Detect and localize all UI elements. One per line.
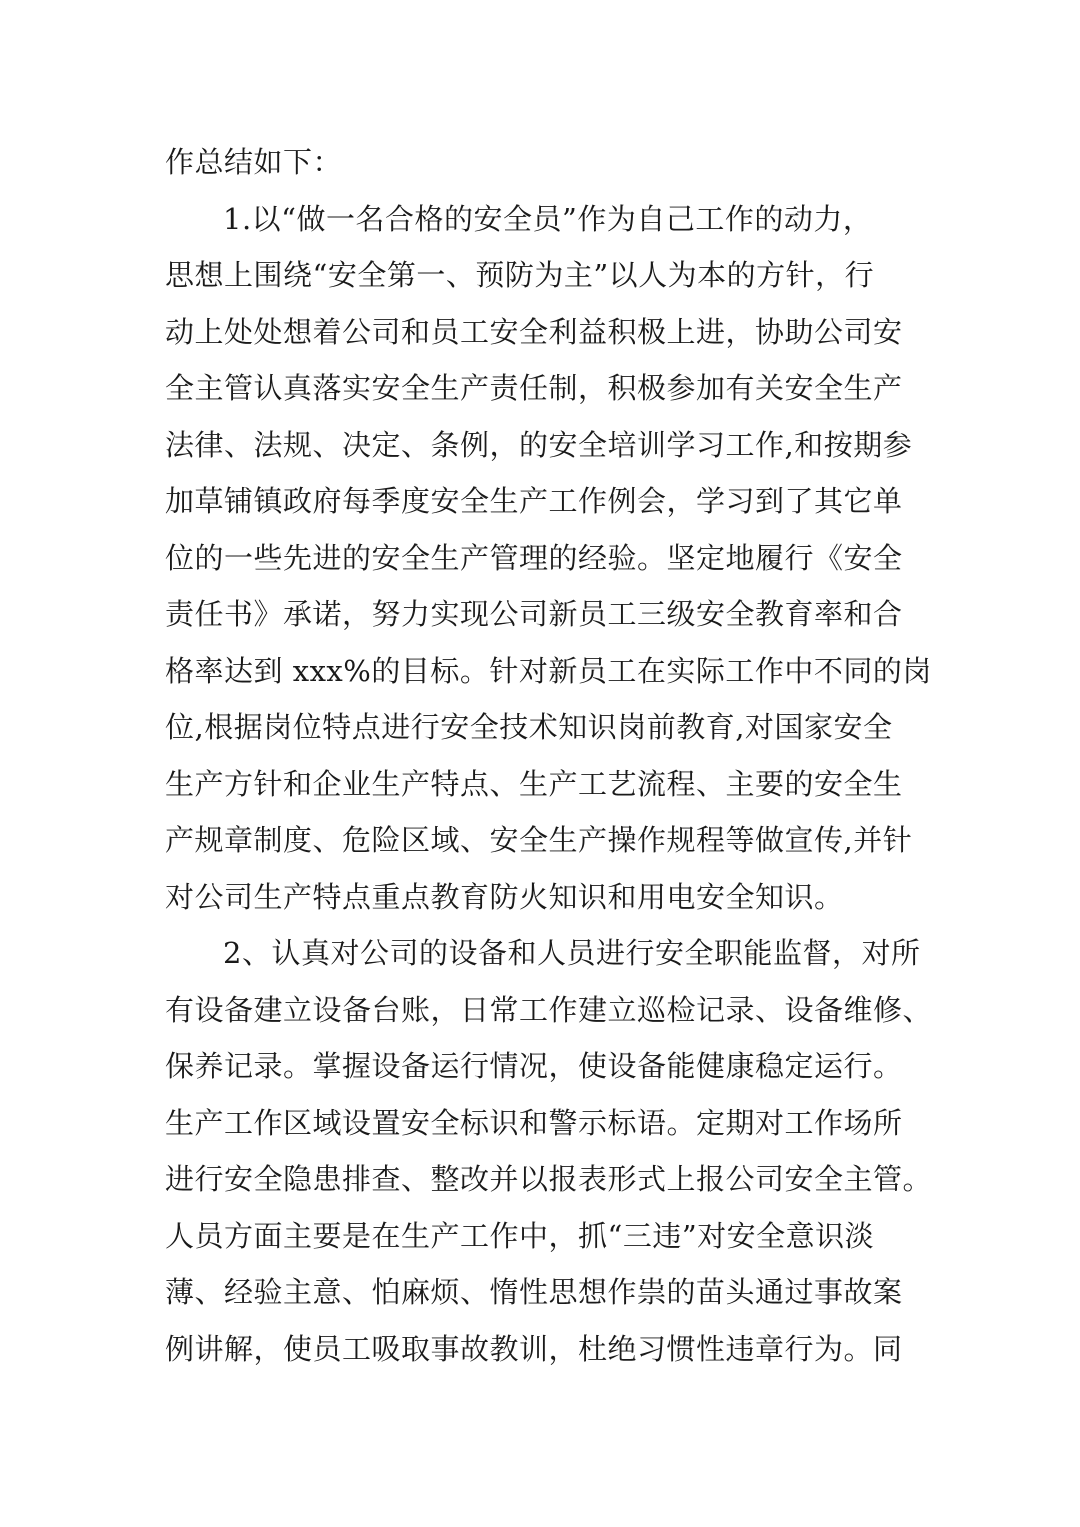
document-body (165, 134, 933, 1377)
text-line: 人员方面主要是在生产工作中，抓“三违”对安全意识淡 (165, 1218, 875, 1253)
text-line: 思想上围绕“安全第一、预防为主”以人为本的方针，行 (165, 258, 875, 292)
text-line: 位的一些先进的安全生产管理的经验。坚定地履行《安全 (165, 540, 903, 575)
text-line: 法律、法规、决定、条例，的安全培训学习工作,和按期参 (165, 427, 913, 462)
text-line: 动上处处想着公司和员工安全利益积极上进，协助公司安 (165, 314, 903, 349)
text-line: 位,根据岗位特点进行安全技术知识岗前教育,对国家安全 (165, 710, 893, 744)
paragraph-2-first-line: 2、认真对公司的设备和人员进行安全职能监督，对所 (223, 936, 921, 970)
text-line: 例讲解，使员工吸取事故教训，杜绝习惯性违章行为。同 (165, 1331, 903, 1366)
text-line: 生产方针和企业生产特点、生产工艺流程、主要的安全生 (165, 766, 903, 801)
text-line: 格率达到 xxx%的目标。针对新员工在实际工作中不同的岗 (165, 653, 932, 688)
text-line: 有设备建立设备台账，日常工作建立巡检记录、设备维修、 (165, 992, 933, 1027)
text-line: 保养记录。掌握设备运行情况，使设备能健康稳定运行。 (165, 1049, 903, 1083)
text-line: 薄、经验主意、怕麻烦、惰性思想作祟的苗头通过事故案 (165, 1275, 903, 1309)
text-line: 对公司生产特点重点教育防火知识和用电安全知识。 (165, 879, 844, 914)
text-line: 生产工作区域设置安全标识和警示标语。定期对工作场所 (165, 1105, 903, 1140)
text-line: 进行安全隐患排查、整改并以报表形式上报公司安全主管。 (165, 1162, 933, 1196)
text-line: 全主管认真落实安全生产责任制，积极参加有关安全生产 (165, 371, 903, 405)
text-line: 产规章制度、危险区域、安全生产操作规程等做宣传,并针 (165, 823, 913, 857)
paragraph-1-first-line: 1.以“做一名合格的安全员”作为自己工作的动力， (223, 201, 873, 236)
text-line: 作总结如下： (165, 145, 343, 179)
text-line: 责任书》承诺，努力实现公司新员工三级安全教育率和合 (165, 597, 903, 631)
text-line: 加草铺镇政府每季度安全生产工作例会，学习到了其它单 (165, 484, 903, 518)
